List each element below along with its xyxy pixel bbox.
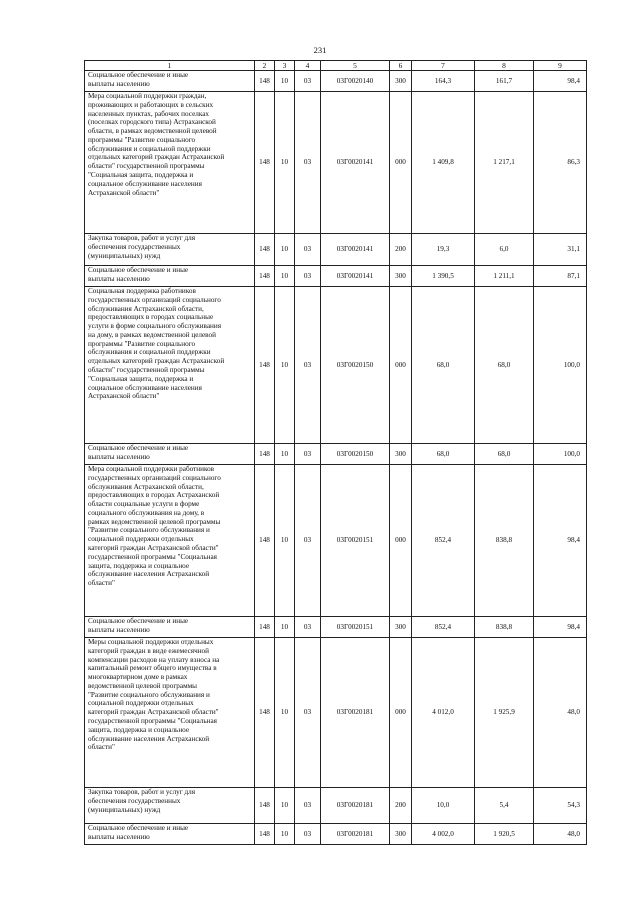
header-row — [85, 61, 587, 71]
cell-section: 10 — [275, 788, 295, 824]
cell-subsection: 03 — [295, 266, 321, 287]
cell-ministry: 148 — [255, 234, 275, 266]
column-header: 1 — [85, 61, 255, 71]
cell-section: 10 — [275, 92, 295, 234]
table-row — [85, 638, 587, 788]
cell-percent: 48,0 — [534, 638, 587, 788]
cell-expense-type: 200 — [390, 788, 412, 824]
column-header: 8 — [475, 61, 534, 71]
cell-ministry: 148 — [255, 788, 275, 824]
cell-planned: 4 002,0 — [412, 824, 475, 845]
table-row — [85, 71, 587, 92]
cell-subsection: 03 — [295, 638, 321, 788]
column-header: 6 — [390, 61, 412, 71]
cell-planned: 852,4 — [412, 465, 475, 617]
column-header: 4 — [295, 61, 321, 71]
cell-expense-type: 300 — [390, 71, 412, 92]
cell-actual: 6,0 — [475, 234, 534, 266]
cell-planned: 68,0 — [412, 287, 475, 444]
cell-planned: 4 012,0 — [412, 638, 475, 788]
cell-percent: 48,0 — [534, 824, 587, 845]
table-row — [85, 266, 587, 287]
cell-subsection: 03 — [295, 617, 321, 638]
budget-table — [84, 60, 587, 845]
column-header: 2 — [255, 61, 275, 71]
cell-section: 10 — [275, 617, 295, 638]
cell-actual: 1 925,9 — [475, 638, 534, 788]
cell-target-article: 03Г0020181 — [321, 638, 390, 788]
column-header: 7 — [412, 61, 475, 71]
row-name: Социальное обеспечение и иные выплаты населению — [85, 266, 255, 287]
cell-percent: 98,4 — [534, 617, 587, 638]
table-row — [85, 617, 587, 638]
cell-actual: 838,8 — [475, 465, 534, 617]
table-row — [85, 287, 587, 444]
row-name: Социальное обеспечение и иные выплаты населению — [85, 617, 255, 638]
row-name: Меры социальной поддержки отдельных категорий граждан в виде ежемесячной компенсации расходов на уплату взноса на капитальный ремонт общего имущества в многоквартирном доме в рамках ведомственной целевой программы "Развитие социального обслуживания и социальной поддержки отдельных категорий граждан Астраханской области" государственной программы "Социальная защита, поддержка и социальное обслуживание населения Астраханской области" — [85, 638, 255, 788]
cell-actual: 68,0 — [475, 287, 534, 444]
row-name: Закупка товаров, работ и услуг для обеспечения государственных (муниципальных) нужд — [85, 234, 255, 266]
cell-target-article: 03Г0020150 — [321, 287, 390, 444]
cell-percent: 98,4 — [534, 465, 587, 617]
row-name: Закупка товаров, работ и услуг для обеспечения государственных (муниципальных) нужд — [85, 788, 255, 824]
row-name: Мера социальной поддержки работников государственных организаций социального обслуживания Астраханской области, предоставляющих в городах Астраханской области социальные услуги в форме социального обслуживания на дому, в рамках ведомственной целевой программы "Развитие социального обслуживания и социальной поддержки отдельных категорий граждан Астраханской области" государственной программы "Социальная защита, поддержка и социальное обслуживание населения Астраханской области" — [85, 465, 255, 617]
cell-planned: 164,3 — [412, 71, 475, 92]
row-name: Социальное обеспечение и иные выплаты населению — [85, 444, 255, 465]
table-row — [85, 465, 587, 617]
cell-subsection: 03 — [295, 92, 321, 234]
cell-planned: 19,3 — [412, 234, 475, 266]
cell-expense-type: 300 — [390, 444, 412, 465]
cell-target-article: 03Г0020141 — [321, 266, 390, 287]
cell-section: 10 — [275, 266, 295, 287]
cell-ministry: 148 — [255, 617, 275, 638]
cell-expense-type: 300 — [390, 266, 412, 287]
cell-section: 10 — [275, 71, 295, 92]
cell-target-article: 03Г0020141 — [321, 92, 390, 234]
table-row — [85, 788, 587, 824]
row-name: Мера социальной поддержки граждан, проживающих и работающих в сельских населенных пунктах, рабочих поселках (поселках городского типа) Астраханской области, в рамках ведомственной целевой программы "Развитие социального обслуживания и социальной поддержки отдельных категорий граждан Астраханской области" государственной программы "Социальная защита, поддержка и социальное обслуживание населения Астраханской области" — [85, 92, 255, 234]
cell-expense-type: 000 — [390, 465, 412, 617]
cell-expense-type: 000 — [390, 92, 412, 234]
page-number: 231 — [313, 45, 327, 55]
cell-actual: 838,8 — [475, 617, 534, 638]
row-name: Социальное обеспечение и иные выплаты населению — [85, 824, 255, 845]
cell-subsection: 03 — [295, 287, 321, 444]
cell-ministry: 148 — [255, 92, 275, 234]
cell-target-article: 03Г0020181 — [321, 788, 390, 824]
cell-actual: 68,0 — [475, 444, 534, 465]
cell-ministry: 148 — [255, 824, 275, 845]
cell-percent: 54,3 — [534, 788, 587, 824]
cell-subsection: 03 — [295, 788, 321, 824]
table-row — [85, 444, 587, 465]
cell-planned: 1 409,8 — [412, 92, 475, 234]
cell-expense-type: 300 — [390, 617, 412, 638]
cell-percent: 86,3 — [534, 92, 587, 234]
cell-target-article: 03Г0020141 — [321, 234, 390, 266]
cell-target-article: 03Г0020181 — [321, 824, 390, 845]
cell-ministry: 148 — [255, 266, 275, 287]
cell-expense-type: 000 — [390, 638, 412, 788]
cell-percent: 98,4 — [534, 71, 587, 92]
table-row — [85, 234, 587, 266]
cell-percent: 100,0 — [534, 444, 587, 465]
cell-ministry: 148 — [255, 444, 275, 465]
cell-subsection: 03 — [295, 444, 321, 465]
table-row — [85, 824, 587, 845]
column-header: 5 — [321, 61, 390, 71]
table-row — [85, 92, 587, 234]
row-name: Социальная поддержка работников государственных организаций социального обслуживания Астраханской области, предоставляющих в городах социальные услуги в форме социального обслуживания на дому, в рамках ведомственной целевой программы "Развитие социального обслуживания и социальной поддержки отдельных категорий граждан Астраханской области" государственной программы "Социальная защита, поддержка и социальное обслуживание населения Астраханской области" — [85, 287, 255, 444]
cell-target-article: 03Г0020151 — [321, 465, 390, 617]
cell-section: 10 — [275, 465, 295, 617]
cell-planned: 10,0 — [412, 788, 475, 824]
cell-section: 10 — [275, 824, 295, 845]
cell-subsection: 03 — [295, 234, 321, 266]
cell-section: 10 — [275, 234, 295, 266]
cell-target-article: 03Г0020140 — [321, 71, 390, 92]
cell-ministry: 148 — [255, 638, 275, 788]
cell-target-article: 03Г0020150 — [321, 444, 390, 465]
cell-ministry: 148 — [255, 71, 275, 92]
cell-planned: 1 390,5 — [412, 266, 475, 287]
cell-expense-type: 200 — [390, 234, 412, 266]
cell-actual: 1 920,5 — [475, 824, 534, 845]
cell-actual: 161,7 — [475, 71, 534, 92]
row-name: Социальное обеспечение и иные выплаты населению — [85, 71, 255, 92]
cell-section: 10 — [275, 444, 295, 465]
cell-target-article: 03Г0020151 — [321, 617, 390, 638]
cell-expense-type: 000 — [390, 287, 412, 444]
cell-ministry: 148 — [255, 287, 275, 444]
cell-percent: 100,0 — [534, 287, 587, 444]
column-header: 9 — [534, 61, 587, 71]
cell-actual: 1 211,1 — [475, 266, 534, 287]
cell-section: 10 — [275, 287, 295, 444]
cell-percent: 31,1 — [534, 234, 587, 266]
cell-actual: 5,4 — [475, 788, 534, 824]
cell-subsection: 03 — [295, 71, 321, 92]
cell-planned: 852,4 — [412, 617, 475, 638]
cell-percent: 87,1 — [534, 266, 587, 287]
cell-planned: 68,0 — [412, 444, 475, 465]
cell-ministry: 148 — [255, 465, 275, 617]
cell-expense-type: 300 — [390, 824, 412, 845]
cell-subsection: 03 — [295, 824, 321, 845]
column-header: 3 — [275, 61, 295, 71]
cell-subsection: 03 — [295, 465, 321, 617]
cell-actual: 1 217,1 — [475, 92, 534, 234]
cell-section: 10 — [275, 638, 295, 788]
